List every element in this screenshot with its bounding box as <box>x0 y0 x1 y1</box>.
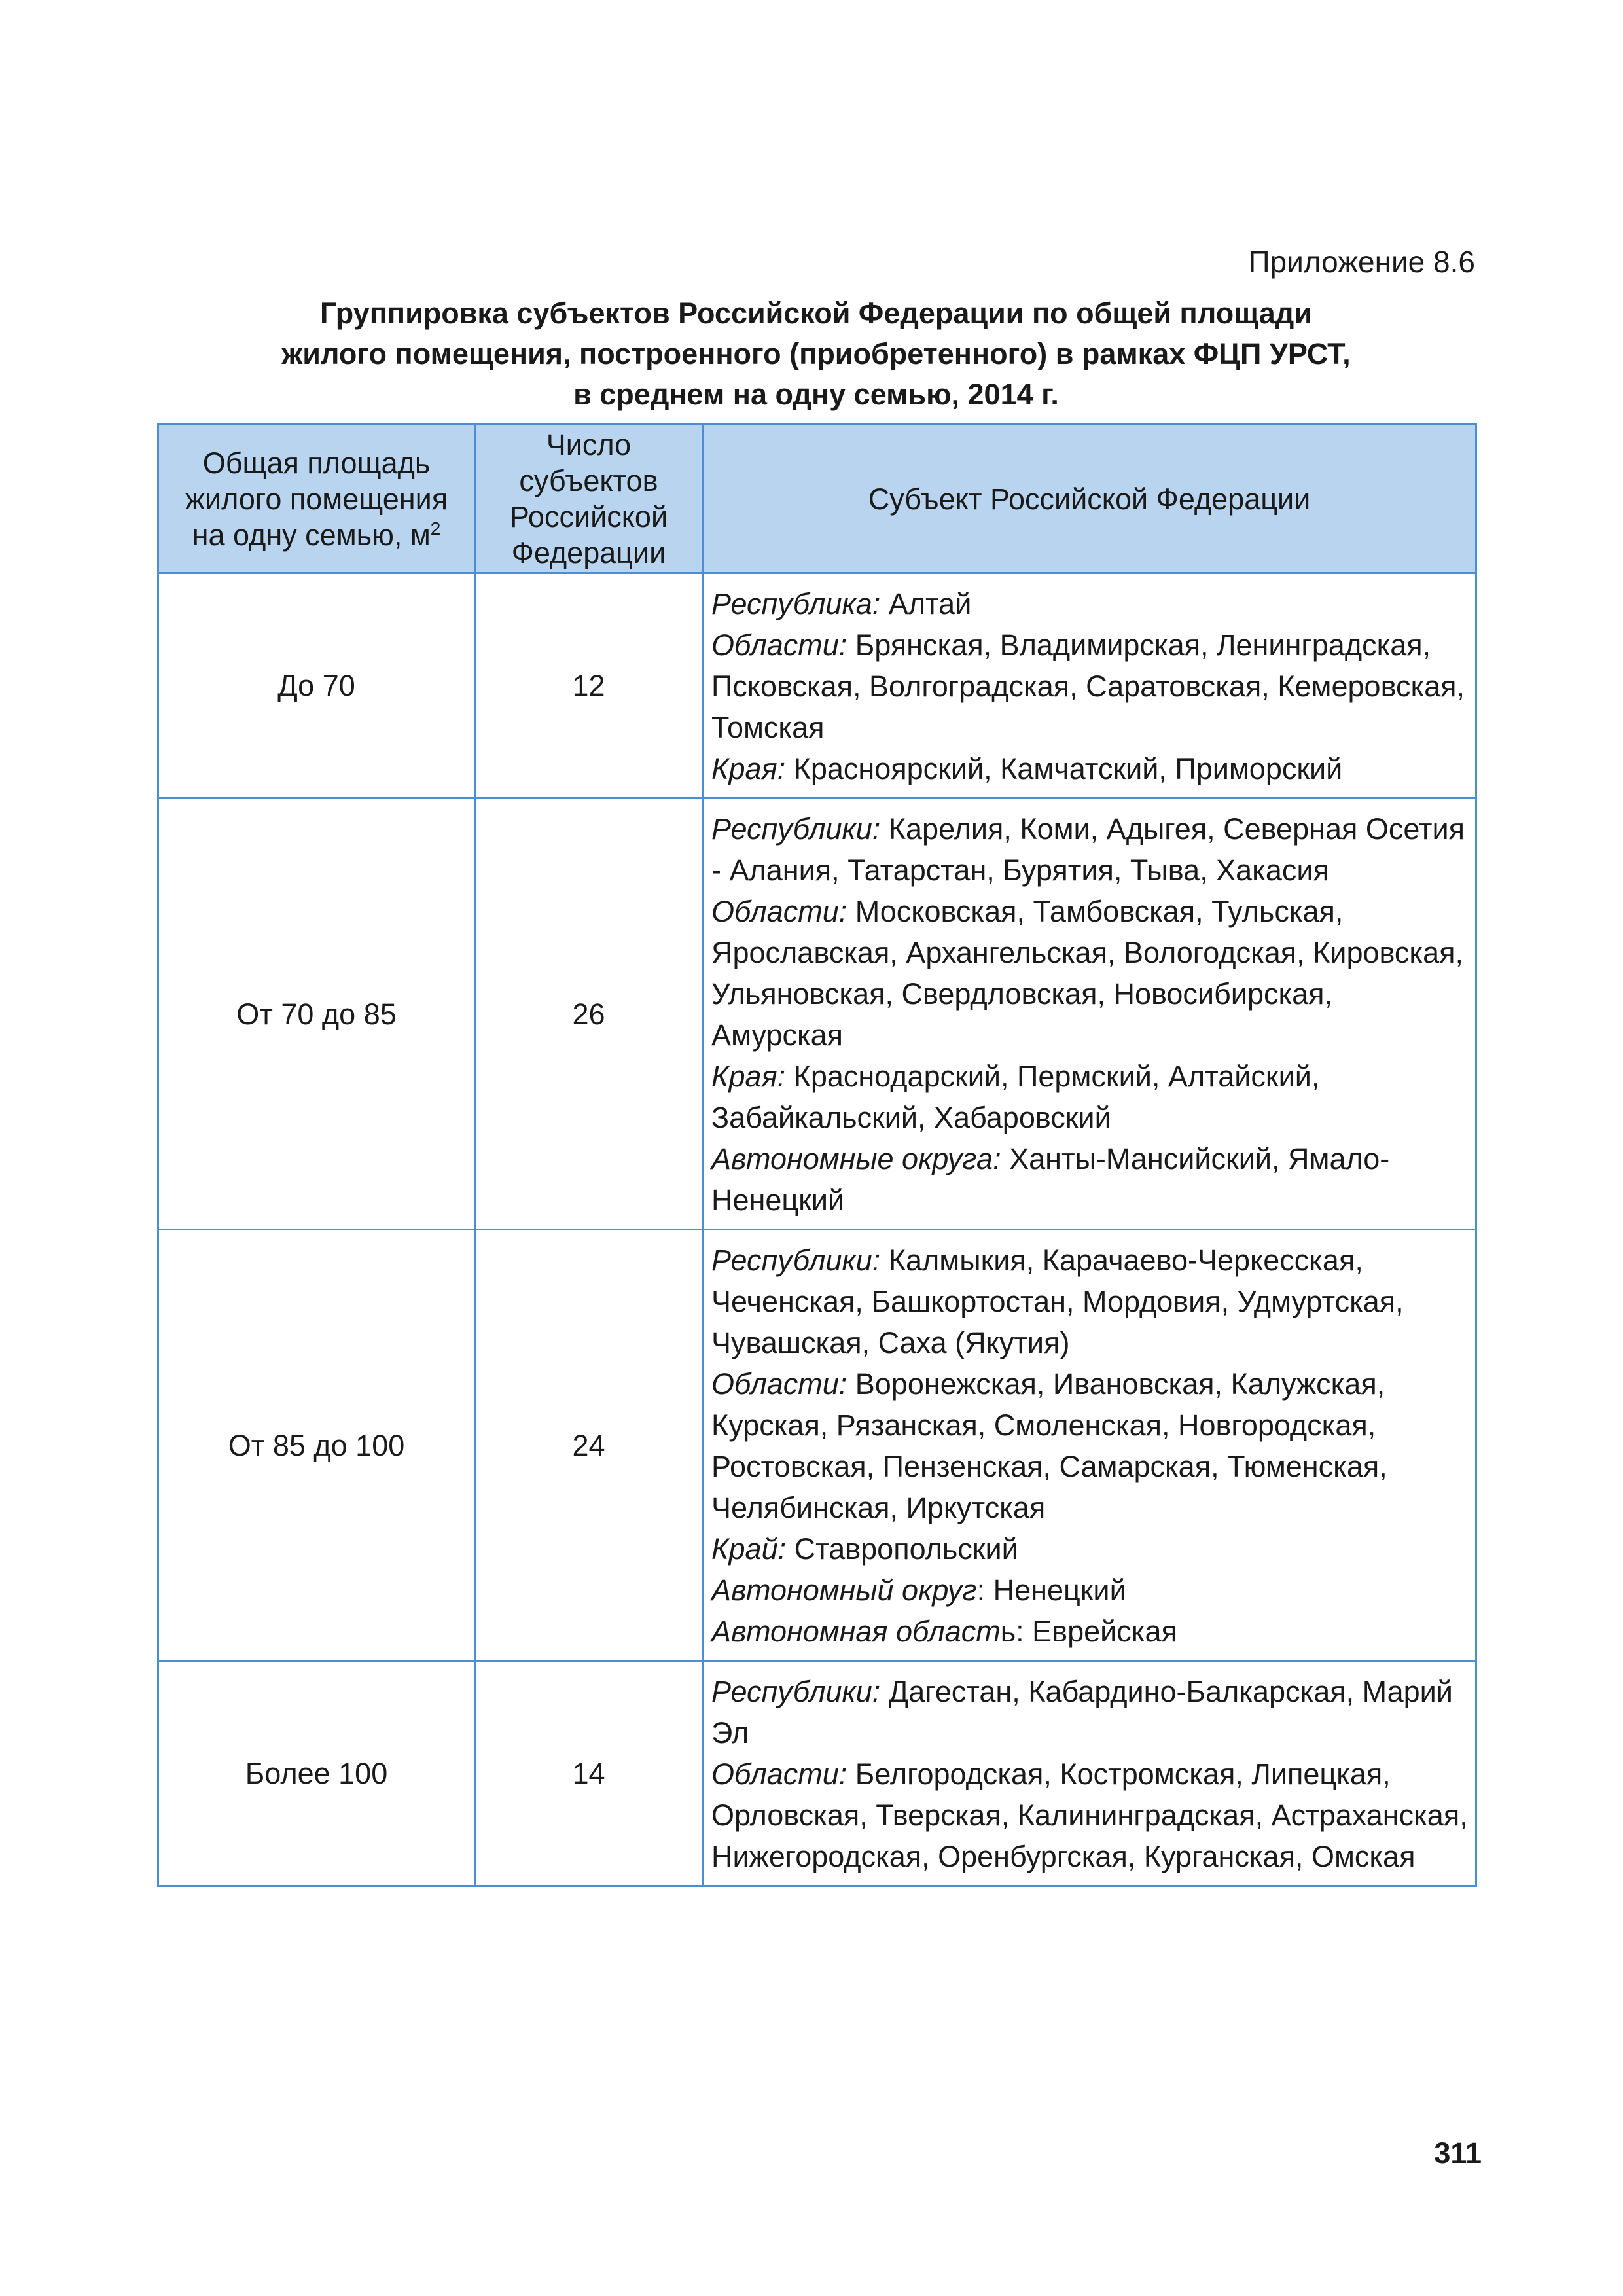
group-label: Край: <box>711 1532 787 1566</box>
subject-group <box>711 808 1470 891</box>
subject-group <box>711 1570 1470 1611</box>
subject-group <box>711 1753 1470 1877</box>
title-line-3: в среднем на одну семью, 2014 г. <box>573 378 1059 411</box>
group-label: Автономный округ <box>711 1573 977 1607</box>
group-text: Краснодарский, Пермский, Алтайский, Забайкальский, Хабаровский <box>711 1060 1320 1134</box>
title-line-2: жилого помещения, построенного (приобретенного) в рамках ФЦП УРСТ, <box>281 337 1351 370</box>
header-count <box>475 425 703 573</box>
area-cell: Более 100 <box>158 1661 475 1886</box>
subjects-cell <box>703 573 1476 798</box>
header-count-line-1: Число <box>546 428 632 461</box>
group-label: Республика: <box>711 587 881 620</box>
header-area-line-1: Общая площадь <box>202 446 431 480</box>
subjects-cell <box>703 1661 1476 1886</box>
header-count-line-2: субъектов <box>519 464 658 497</box>
header-subject: Субъект Российской Федерации <box>703 425 1476 573</box>
header-count-line-4: Федерации <box>511 536 666 569</box>
header-area <box>158 425 475 573</box>
subject-group <box>711 1363 1470 1528</box>
group-label: Области: <box>711 895 847 928</box>
group-text: Алтай <box>880 587 972 620</box>
group-text: ь: Еврейская <box>1000 1615 1177 1648</box>
subjects-cell <box>703 1230 1476 1661</box>
area-cell: От 85 до 100 <box>158 1230 475 1661</box>
count-cell: 24 <box>475 1230 703 1661</box>
group-label: Республики: <box>711 1675 881 1708</box>
header-area-line-2: жилого помещения <box>185 482 448 516</box>
group-text: Ханты-Мансийский, Ямало-Ненецкий <box>711 1142 1390 1217</box>
table-row <box>158 573 1476 798</box>
group-label: Края: <box>711 1060 786 1093</box>
group-label: Республики: <box>711 1244 881 1277</box>
group-label: Края: <box>711 752 786 785</box>
table-row <box>158 1230 1476 1661</box>
group-text: Белгородская, Костромская, Липецкая, Орловская, Тверская, Калининградская, Астраханская, Нижегородская, Оренбургская, Курганская, Омская <box>711 1757 1468 1873</box>
title-line-1: Группировка субъектов Российской Федерации по общей площади <box>319 296 1312 330</box>
table-row <box>158 1661 1476 1886</box>
header-area-superscript: 2 <box>430 518 441 539</box>
subject-group <box>711 583 1470 624</box>
area-cell: До 70 <box>158 573 475 798</box>
subjects-cell <box>703 798 1476 1230</box>
subject-group <box>711 891 1470 1056</box>
group-text: Дагестан, Кабардино-Балкарская, Марий Эл <box>711 1675 1453 1749</box>
table-header-row <box>158 425 1476 573</box>
group-text: Московская, Тамбовская, Тульская, Ярославская, Архангельская, Вологодская, Кировская, Ульяновская, Свердловская, Новосибирская, Амурская <box>711 895 1463 1052</box>
group-text: Калмыкия, Карачаево-Черкесская, Чеченская, Башкортостан, Мордовия, Удмуртская, Чувашская, Саха (Якутия) <box>711 1244 1404 1359</box>
document-title <box>157 293 1475 415</box>
group-text: Карелия, Коми, Адыгея, Северная Осетия - Алания, Татарстан, Бурятия, Тыва, Хакасия <box>711 812 1465 887</box>
group-label: Автономная област <box>711 1615 1001 1648</box>
count-cell: 14 <box>475 1661 703 1886</box>
group-label: Республики: <box>711 812 881 846</box>
header-count-line-3: Российской <box>509 500 668 533</box>
header-area-unit: на одну семью, м <box>192 518 431 552</box>
group-text: : Ненецкий <box>976 1573 1126 1607</box>
group-text: Брянская, Владимирская, Ленинградская, Псковская, Волгоградская, Саратовская, Кемеровская, Томская <box>711 628 1465 744</box>
subject-group <box>711 1611 1470 1652</box>
subject-group <box>711 748 1470 789</box>
group-text: Красноярский, Камчатский, Приморский <box>785 752 1343 785</box>
subject-group <box>711 624 1470 748</box>
header-area-line-3 <box>168 517 465 553</box>
count-cell: 26 <box>475 798 703 1230</box>
group-label: Области: <box>711 628 847 662</box>
subject-group <box>711 1671 1470 1753</box>
group-label: Области: <box>711 1757 847 1791</box>
subject-group <box>711 1528 1470 1570</box>
group-text: Воронежская, Ивановская, Калужская, Курская, Рязанская, Смоленская, Новгородская, Ростовская, Пензенская, Самарская, Тюменская, Челябинская, Иркутская <box>711 1367 1387 1524</box>
subject-group <box>711 1138 1470 1221</box>
appendix-label: Приложение 8.6 <box>1248 245 1475 279</box>
grouping-table <box>157 423 1477 1887</box>
table-row <box>158 798 1476 1230</box>
group-label: Автономные округа: <box>711 1142 1001 1175</box>
subject-group <box>711 1056 1470 1138</box>
area-cell: От 70 до 85 <box>158 798 475 1230</box>
count-cell: 12 <box>475 573 703 798</box>
page-number: 311 <box>1434 2136 1482 2170</box>
subject-group <box>711 1240 1470 1363</box>
group-label: Области: <box>711 1367 847 1401</box>
group-text: Ставропольский <box>786 1532 1018 1566</box>
